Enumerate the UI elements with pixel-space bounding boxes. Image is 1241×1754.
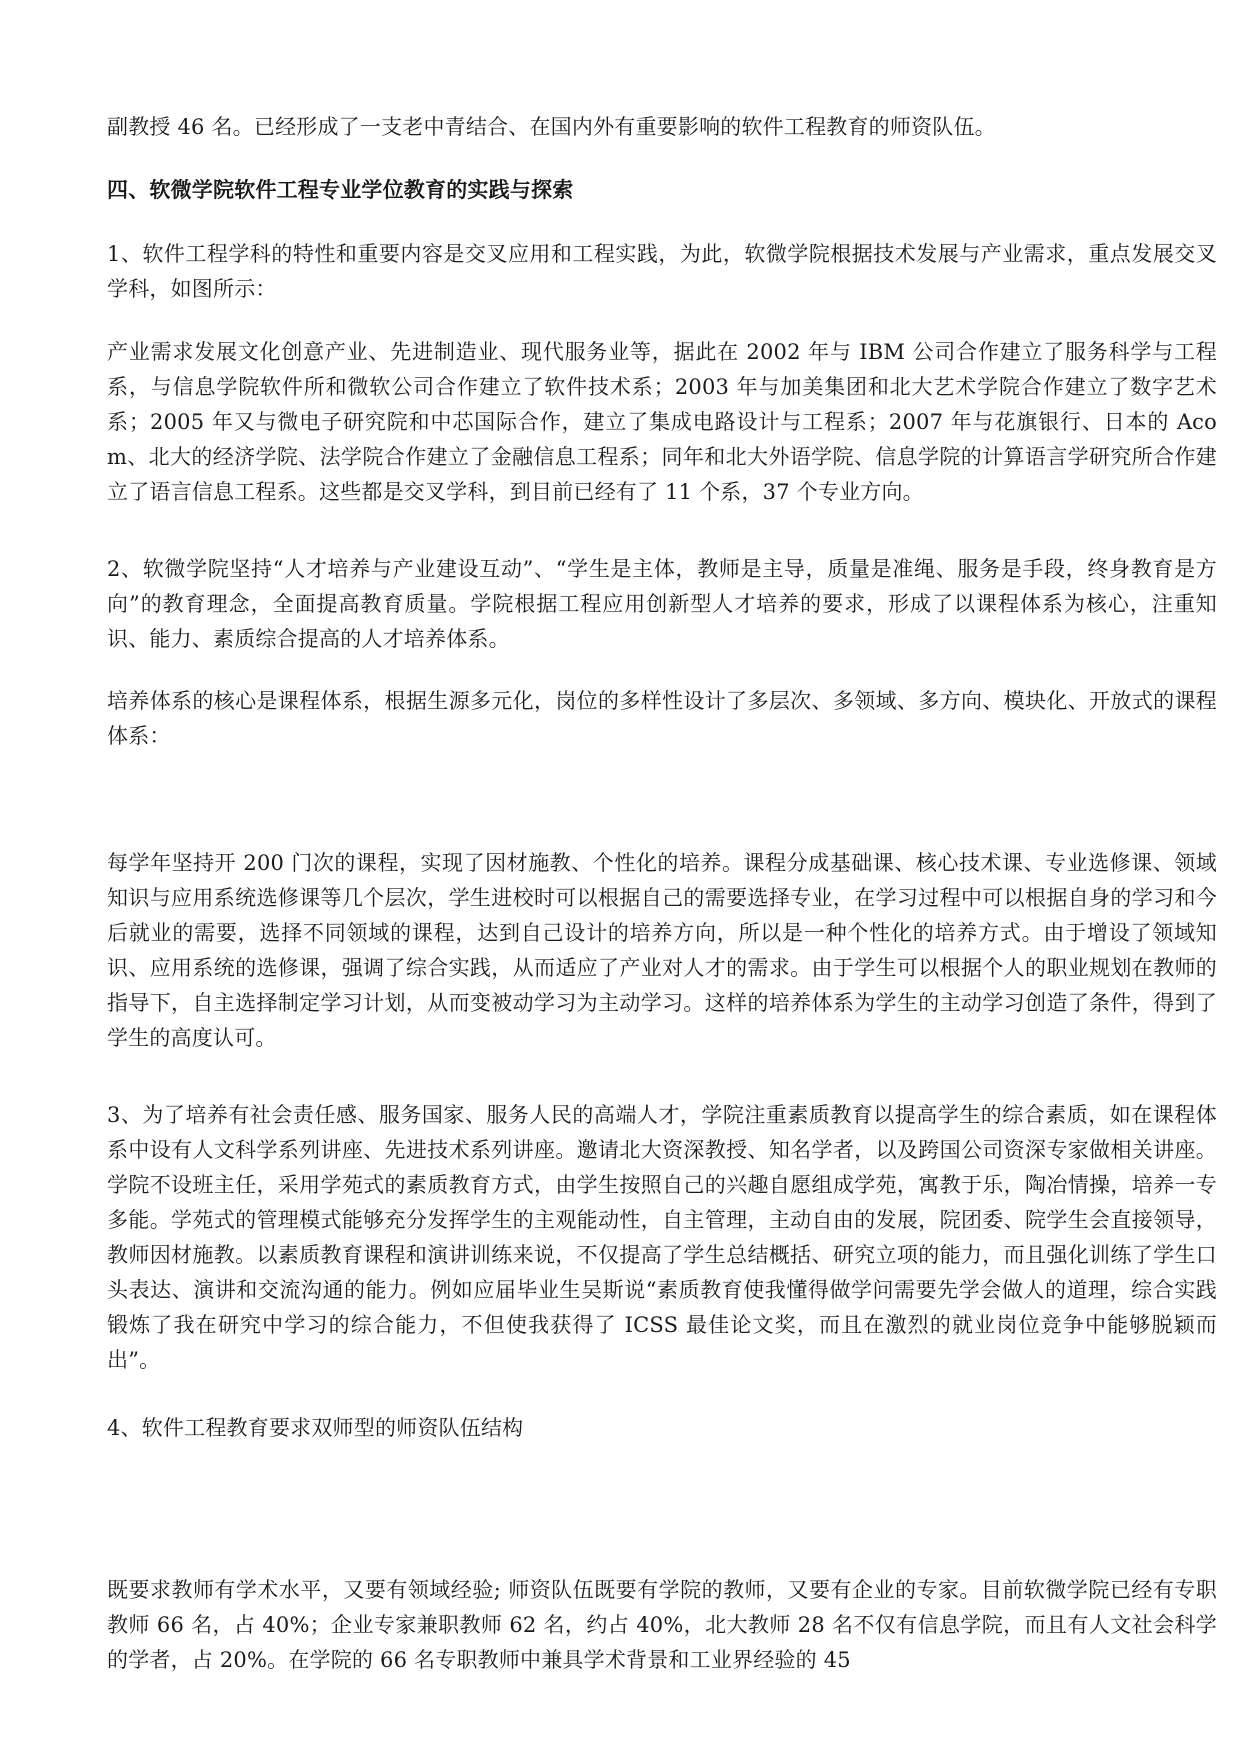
paragraph-2: 产业需求发展文化创意产业、先进制造业、现代服务业等，据此在 2002 年与 IBM 公司合作建立了服务科学与工程系，与信息学院软件所和微软公司合作建立了软件技术系；2003 年与加美集团和北大艺术学院合作建立了数字艺术系；2005 年又与微电子研究院和中芯国际合作，建立了集成电路设计与工程系；2007 年与花旗银行、日本的 Acom、北大的经济学院、法学院合作建立了金融信息工程系；同年和北大外语学院、信息学院的计算语言学研究所合作建立了语言信息工程系。这些都是交叉学科，到目前已经有了 11 个系，37 个专业方向。 [107, 340, 1217, 504]
paragraph-top: 副教授 46 名。已经形成了一支老中青结合、在国内外有重要影响的软件工程教育的师资队伍。 [107, 115, 996, 139]
paragraph-4: 培养体系的核心是课程体系，根据生源多元化，岗位的多样性设计了多层次、多领域、多方向、模块化、开放式的课程体系： [107, 689, 1217, 748]
paragraph-7: 4、软件工程教育要求双师型的师资队伍结构 [107, 1416, 524, 1440]
paragraph-5: 每学年坚持开 200 门次的课程，实现了因材施教、个性化的培养。课程分成基础课、核心技术课、专业选修课、领域知识与应用系统选修课等几个层次，学生进校时可以根据自己的需要选择专业，在学习过程中可以根据自身的学习和今后就业的需要，选择不同领域的课程，达到自己设计的培养方向，所以是一种个性化的培养方式。由于增设了领域知识、应用系统的选修课，强调了综合实践，从而适应了产业对人才的需求。由于学生可以根据个人的职业规划在教师的指导下，自主选择制定学习计划，从而变被动学习为主动学习。这样的培养体系为学生的主动学习创造了条件，得到了学生的高度认可。 [107, 851, 1217, 1050]
paragraph-1: 1、软件工程学科的特性和重要内容是交叉应用和工程实践，为此，软微学院根据技术发展与产业需求，重点发展交叉学科，如图所示： [107, 242, 1217, 301]
paragraph-8: 既要求教师有学术水平，又要有领域经验; 师资队伍既要有学院的教师，又要有企业的专家。目前软微学院已经有专职教师 66 名，占 40%；企业专家兼职教师 62 名，约占 40%，北大教师 28 名不仅有信息学院，而且有人文社会科学的学者，占 20%。在学院的 66 名专职教师中兼具学术背景和工业界经验的 45 [107, 1578, 1217, 1672]
section-heading: 四、软微学院软件工程专业学位教育的实践与探索 [107, 178, 574, 202]
paragraph-3: 2、软微学院坚持“人才培养与产业建设互动”、“学生是主体，教师是主导，质量是准绳、服务是手段，终身教育是方向”的教育理念，全面提高教育质量。学院根据工程应用创新型人才培养的要求，形成了以课程体系为核心，注重知识、能力、素质综合提高的人才培养体系。 [107, 557, 1217, 651]
paragraph-6: 3、为了培养有社会责任感、服务国家、服务人民的高端人才，学院注重素质教育以提高学生的综合素质，如在课程体系中设有人文科学系列讲座、先进技术系列讲座。邀请北大资深教授、知名学者，以及跨国公司资深专家做相关讲座。学院不设班主任，采用学苑式的素质教育方式，由学生按照自己的兴趣自愿组成学苑，寓教于乐，陶冶情操，培养一专多能。学苑式的管理模式能够充分发挥学生的主观能动性，自主管理，主动自由的发展，院团委、院学生会直接领导，教师因材施教。以素质教育课程和演讲训练来说，不仅提高了学生总结概括、研究立项的能力，而且强化训练了学生口头表达、演讲和交流沟通的能力。例如应届毕业生吴斯说“素质教育使我懂得做学问需要先学会做人的道理，综合实践锻炼了我在研究中学习的综合能力，不但使我获得了 ICSS 最佳论文奖，而且在激烈的就业岗位竞争中能够脱颖而出”。 [107, 1103, 1217, 1372]
